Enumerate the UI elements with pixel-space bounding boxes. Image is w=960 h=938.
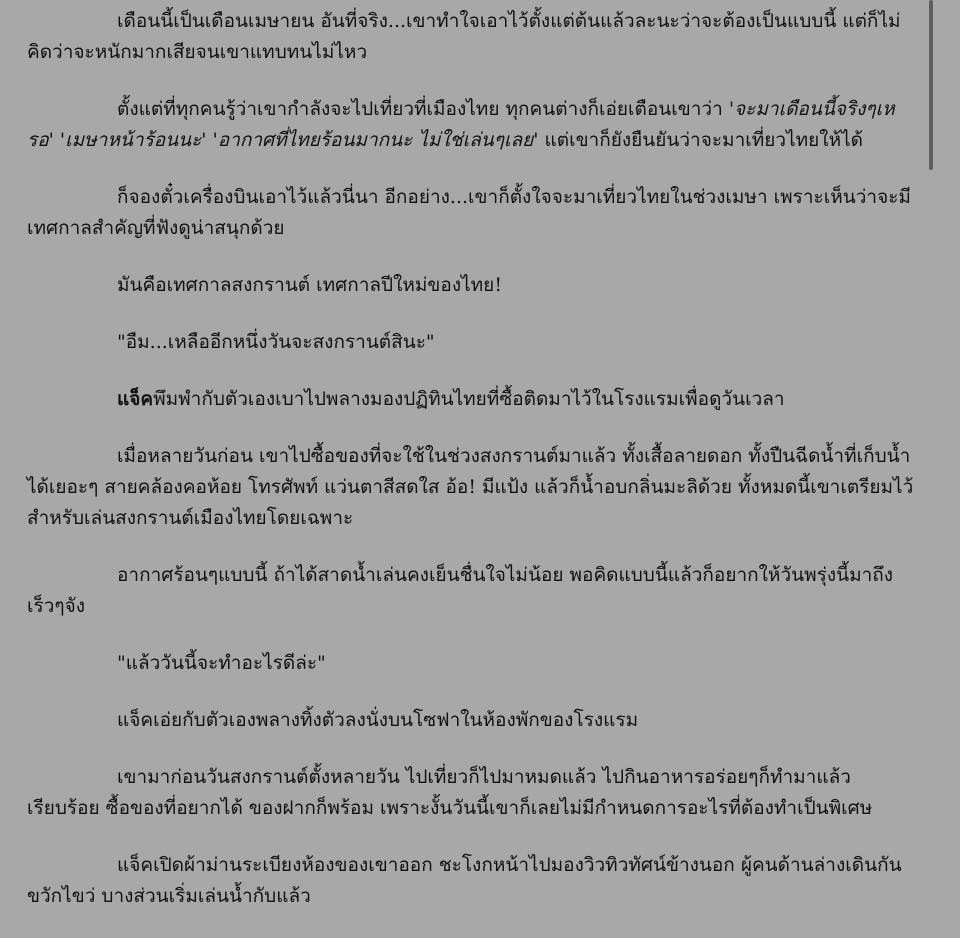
story-paragraph [27, 850, 920, 912]
paragraph-text: เขามาก่อนวันสงกรานต์ตั้งหลายวัน ไปเที่ยวก็ไปมาหมดแล้ว ไปกินอาหารอร่อยๆก็ทำมาแล้วเรียบร้อย ซื้อของที่อยากได้ ของฝากก็พร้อม เพราะงั้นวันนี้เขาก็เลยไม่มีกำหนดการอะไรที่ต้องทำเป็นพิเศษ [27, 766, 873, 819]
story-paragraph [27, 762, 920, 824]
story-paragraph [27, 705, 920, 736]
story-paragraph [27, 648, 920, 679]
paragraph-italic-quote: 'จะมาเดือนนี้จริงๆเหรอ' 'เมษาหน้าร้อนนะ' 'อากาศที่ไทยร้อนมากนะ ไม่ใช่เล่นๆเลย' [27, 98, 895, 151]
story-paragraph [27, 182, 920, 244]
vertical-scrollbar[interactable] [928, 0, 934, 938]
story-paragraph [27, 384, 920, 415]
story-paragraph [27, 270, 920, 301]
story-paragraph [27, 560, 920, 622]
paragraph-text: พึมพำกับตัวเองเบาไปพลางมองปฏิทินไทยที่ซื้อติดมาไว้ในโรงแรมเพื่อดูวันเวลา [153, 388, 785, 410]
character-name: แจ็ค [117, 388, 154, 410]
dialogue-text: "แล้ววันนี้จะทำอะไรดีล่ะ" [117, 652, 326, 674]
story-paragraph [27, 441, 920, 534]
paragraph-text: ตั้งแต่ที่ทุกคนรู้ว่าเขากำลังจะไปเที่ยวที่เมืองไทย ทุกคนต่างก็เอ่ยเตือนเขาว่า [117, 98, 729, 120]
story-paragraph [27, 327, 920, 358]
paragraph-text: แจ็คเปิดผ้าม่านระเบียงห้องของเขาออก ชะโงกหน้าไปมองวิวทิวทัศน์ข้างนอก ผู้คนด้านล่างเดินกันขวักไขว่ บางส่วนเริ่มเล่นน้ำกับแล้ว [27, 854, 902, 907]
paragraph-text: ก็จองตั๋วเครื่องบินเอาไว้แล้วนี่นา อีกอย่าง...เขาก็ตั้งใจจะมาเที่ยวไทยในช่วงเมษา เพราะเห็นว่าจะมีเทศกาลสำคัญที่ฟังดูน่าสนุกด้วย [27, 186, 911, 239]
paragraph-text: มันคือเทศกาลสงกรานต์ เทศกาลปีใหม่ของไทย! [117, 274, 502, 296]
scrollbar-thumb[interactable] [929, 0, 933, 170]
paragraph-text: เมื่อหลายวันก่อน เขาไปซื้อของที่จะใช้ในช่วงสงกรานต์มาแล้ว ทั้งเสื้อลายดอก ทั้งปืนฉีดน้ำที่เก็บน้ำได้เยอะๆ สายคล้องคอห้อย โทรศัพท์ แว่นตาสีสดใส อ้อ! มีแป้ง แล้วก็น้ำอบกลิ่นมะลิด้วย ทั้งหมดนี้เขาเตรียมไว้สำหรับเล่นสงกรานต์เมืองไทยโดยเฉพาะ [27, 445, 914, 529]
paragraph-text: เดือนนี้เป็นเดือนเมษายน อันที่จริง...เขาทำใจเอาไว้ตั้งแต่ต้นแล้วละนะว่าจะต้องเป็นแบบนี้ แต่ก็ไม่คิดว่าจะหนักมากเสียจนเขาแทบทนไม่ไหว [27, 10, 901, 63]
paragraph-text: แจ็คเอ่ยกับตัวเองพลางทิ้งตัวลงนั่งบนโซฟาในห้องพักของโรงแรม [117, 709, 639, 731]
story-paragraph [27, 6, 920, 68]
dialogue-text: "อืม...เหลืออีกหนึ่งวันจะสงกรานต์สินะ" [117, 331, 435, 353]
story-paragraph [27, 94, 920, 156]
paragraph-text: แต่เขาก็ยังยืนยันว่าจะมาเที่ยวไทยให้ได้ [538, 129, 863, 151]
paragraph-text: อากาศร้อนๆแบบนี้ ถ้าได้สาดน้ำเล่นคงเย็นชื่นใจไม่น้อย พอคิดแบบนี้แล้วก็อยากให้วันพรุ่งนี้มาถึงเร็วๆจัง [27, 564, 894, 617]
